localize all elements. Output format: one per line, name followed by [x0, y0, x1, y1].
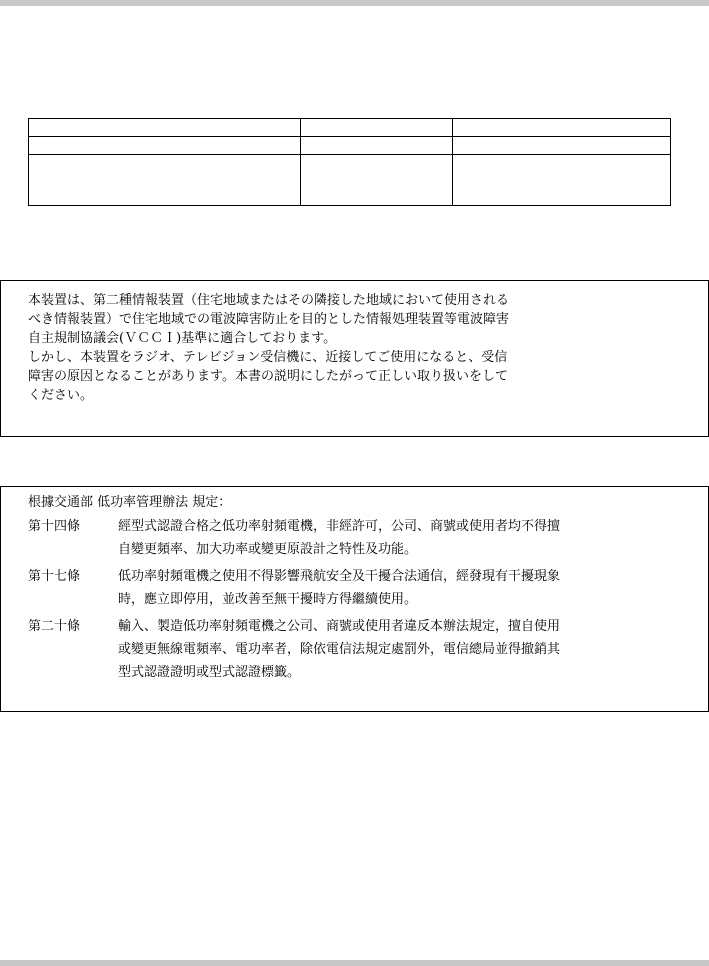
table-row — [29, 155, 671, 206]
article-line: 或變更無線電頻率、電功率者，除依電信法規定處罰外，電信總局並得撤銷其 — [118, 642, 561, 657]
table-cell — [301, 137, 453, 155]
table-cell — [453, 155, 671, 206]
article-line: 經型式認證合格之低功率射頻電機，非經許可，公司、商號或使用者均不得擅 — [118, 519, 561, 534]
table-cell — [29, 119, 301, 137]
article-number: 第十七條 — [28, 569, 81, 584]
ncc-notice-box — [0, 486, 709, 712]
vcci-line: 本装置は、第二種情報装置（住宅地域またはその隣接した地域において使用される — [28, 293, 510, 308]
table-cell — [301, 155, 453, 206]
vcci-notice-box — [0, 280, 709, 437]
table-cell — [453, 137, 671, 155]
article-number: 第十四條 — [28, 519, 81, 534]
article-text — [118, 565, 560, 611]
article-line: 自變更頻率、加大功率或變更原設計之特性及功能。 — [118, 542, 418, 557]
article-line: 型式認證證明或型式認證標籤。 — [118, 665, 301, 680]
empty-info-table — [28, 118, 671, 206]
ncc-notice-header: 根據交通部 低功率管理辦法 規定： — [28, 495, 232, 510]
table-cell — [453, 119, 671, 137]
article-line: 輸入、製造低功率射頻電機之公司、商號或使用者違反本辦法規定，擅自使用 — [118, 619, 561, 634]
page-bottom-bar — [0, 960, 709, 966]
table-cell — [301, 119, 453, 137]
page-top-bar — [0, 0, 709, 6]
article-text — [118, 615, 560, 684]
article-line: 低功率射頻電機之使用不得影響飛航安全及干擾合法通信，經發現有干擾現象 — [118, 569, 561, 584]
vcci-line: べき情報装置）で住宅地域での電波障害防止を目的とした情報処理装置等電波障害 — [28, 312, 510, 327]
vcci-line: ください。 — [28, 388, 94, 403]
table-cell — [29, 155, 301, 206]
table-row — [29, 137, 671, 155]
article-number: 第二十條 — [28, 619, 81, 634]
article-text — [118, 515, 560, 561]
vcci-notice-text — [28, 291, 588, 405]
article-line: 時，應立即停用，並改善至無干擾時方得繼續使用。 — [118, 592, 418, 607]
table-row — [29, 119, 671, 137]
table-cell — [29, 137, 301, 155]
vcci-line: 自主規制協議会(ＶＣＣＩ)基準に適合しております。 — [28, 331, 337, 346]
vcci-line: 障害の原因となることがあります。本書の説明にしたがって正しい取り扱いをして — [28, 369, 508, 384]
vcci-line: しかし、本装置をラジオ、テレビジョン受信機に、近接してご使用になると、受信 — [28, 350, 508, 365]
